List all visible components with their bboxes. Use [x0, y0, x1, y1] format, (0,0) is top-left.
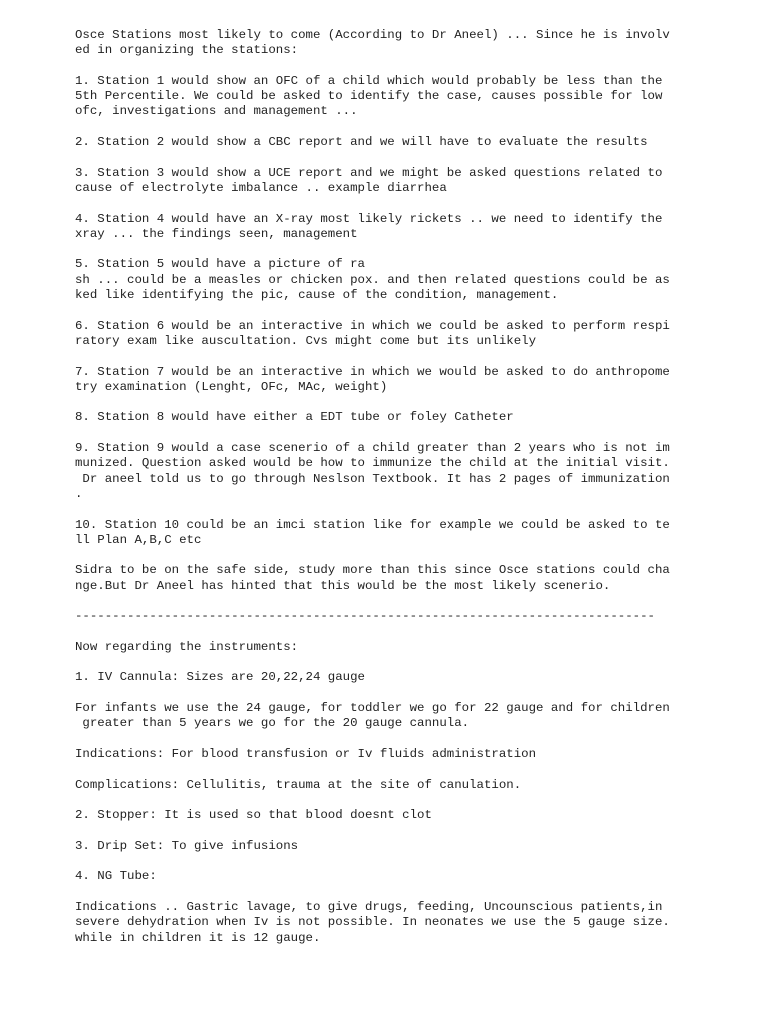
station-paragraph	[75, 166, 695, 197]
stations-section	[75, 28, 695, 594]
text-line: ed in organizing the stations:	[75, 43, 299, 58]
text-line: nge.But Dr Aneel has hinted that this would be the most likely scenerio.	[75, 578, 611, 593]
text-line: Indications .. Gastric lavage, to give drugs, feeding, Uncounscious patients,in	[75, 899, 663, 914]
text-line: Dr aneel told us to go through Neslson Textbook. It has 2 pages of immunization	[75, 471, 670, 486]
text-line: greater than 5 years we go for the 20 gauge cannula.	[75, 716, 470, 731]
divider-line: ------------------------------------------------------------------------------	[75, 609, 655, 624]
text-line: ratory exam like auscultation. Cvs might come but its unlikely	[75, 333, 537, 348]
text-line: munized. Question asked would be how to immunize the child at the initial visit.	[75, 456, 670, 471]
document-body	[75, 28, 695, 961]
station-paragraph	[75, 441, 695, 502]
instrument-paragraph	[75, 747, 695, 762]
text-line: 4. Station 4 would have an X-ray most likely rickets .. we need to identify the	[75, 211, 663, 226]
text-line: 6. Station 6 would be an interactive in which we could be asked to perform respi	[75, 318, 670, 333]
instrument-paragraph	[75, 670, 695, 685]
text-line: ked like identifying the pic, cause of the condition, management.	[75, 288, 559, 303]
text-line: 10. Station 10 could be an imci station like for example we could be asked to te	[75, 517, 670, 532]
station-paragraph	[75, 257, 695, 303]
text-line: ll Plan A,B,C etc	[75, 532, 202, 547]
station-paragraph	[75, 518, 695, 549]
text-line: 5. Station 5 would have a picture of ra	[75, 257, 365, 272]
station-paragraph	[75, 319, 695, 350]
text-line: Sidra to be on the safe side, study more than this since Osce stations could cha	[75, 563, 670, 578]
text-line: For infants we use the 24 gauge, for toddler we go for 22 gauge and for children	[75, 701, 670, 716]
station-paragraph	[75, 365, 695, 396]
station-paragraph	[75, 28, 695, 59]
instrument-paragraph	[75, 839, 695, 854]
text-line: Now regarding the instruments:	[75, 639, 299, 654]
instrument-paragraph	[75, 808, 695, 823]
station-paragraph	[75, 135, 695, 150]
instruments-section	[75, 640, 695, 946]
text-line: 2. Station 2 would show a CBC report and we will have to evaluate the results	[75, 135, 648, 150]
text-line: 8. Station 8 would have either a EDT tube or foley Catheter	[75, 410, 514, 425]
instrument-paragraph	[75, 701, 695, 732]
text-line: ofc, investigations and management ...	[75, 104, 358, 119]
station-paragraph	[75, 563, 695, 594]
text-line: xray ... the findings seen, management	[75, 226, 358, 241]
text-line: 9. Station 9 would a case scenerio of a child greater than 2 years who is not im	[75, 441, 670, 456]
text-line: Complications: Cellulitis, trauma at the site of canulation.	[75, 777, 522, 792]
text-line: 7. Station 7 would be an interactive in which we would be asked to do anthropome	[75, 364, 670, 379]
text-line: 3. Drip Set: To give infusions	[75, 838, 299, 853]
text-line: cause of electrolyte imbalance .. example diarrhea	[75, 180, 447, 195]
text-line: Indications: For blood transfusion or Iv fluids administration	[75, 746, 537, 761]
instrument-paragraph	[75, 900, 695, 946]
text-line: 1. IV Cannula: Sizes are 20,22,24 gauge	[75, 670, 365, 685]
instrument-paragraph	[75, 640, 695, 655]
text-line: 5th Percentile. We could be asked to identify the case, causes possible for low	[75, 89, 663, 104]
text-line: while in children it is 12 gauge.	[75, 930, 321, 945]
text-line: sh ... could be a measles or chicken pox. and then related questions could be as	[75, 272, 670, 287]
instrument-paragraph	[75, 778, 695, 793]
station-paragraph	[75, 410, 695, 425]
text-line: 1. Station 1 would show an OFC of a child which would probably be less than the	[75, 73, 663, 88]
text-line: try examination (Lenght, OFc, MAc, weight)	[75, 379, 388, 394]
text-line: .	[75, 486, 83, 501]
station-paragraph	[75, 74, 695, 120]
instrument-paragraph	[75, 869, 695, 884]
text-line: 2. Stopper: It is used so that blood doesnt clot	[75, 808, 432, 823]
text-line: Osce Stations most likely to come (According to Dr Aneel) ... Since he is involv	[75, 28, 670, 42]
text-line: 4. NG Tube:	[75, 869, 157, 884]
station-paragraph	[75, 212, 695, 243]
text-line: 3. Station 3 would show a UCE report and we might be asked questions related to	[75, 165, 663, 180]
text-line: severe dehydration when Iv is not possible. In neonates we use the 5 gauge size.	[75, 915, 670, 930]
